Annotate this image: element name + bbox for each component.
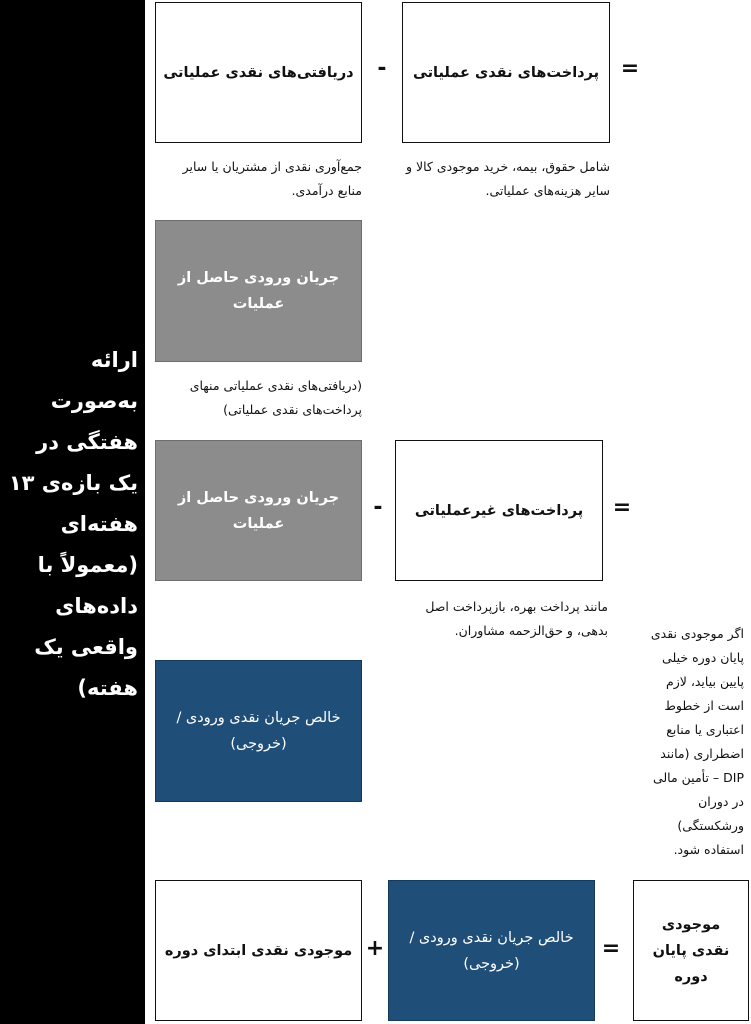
- non-operating-payments-label: پرداخت‌های غیرعملیاتی: [414, 502, 584, 519]
- minus-operator: -: [377, 56, 387, 81]
- operating-cash-payments-box: [402, 2, 610, 143]
- net-cash-flow-box-2: [388, 880, 595, 1021]
- minus-operator-2: -: [373, 495, 383, 520]
- operating-payments-note: شامل حقوق، بیمه، خرید موجودی کالا و سایر هزینه‌های عملیاتی.: [405, 159, 610, 198]
- equals-operator-2: =: [612, 495, 632, 520]
- operating-cash-receipts-label: دریافتی‌های نقدی عملیاتی: [163, 64, 354, 81]
- equals-operator-3: =: [601, 936, 621, 961]
- operating-cash-receipts-box: [155, 2, 362, 143]
- operating-inflow-box: [155, 220, 362, 362]
- net-cash-flow-label-2: خالص جریان نقدی ورودی / (خروجی): [409, 929, 574, 972]
- reporting-frequency-text: ارائه به‌صورت هفتگی در یک بازه‌ی ۱۳ هفته‌ای (معمولاً با داده‌های واقعی یک هفته): [8, 348, 138, 700]
- net-cash-flow-box: [155, 660, 362, 802]
- operating-inflow-box-2: [155, 440, 362, 581]
- liquidity-warning-note: اگر موجودی نقدی پایان دوره خیلی پایین بیاید، لازم است از خطوط اعتباری یا منابع اضطراری (مانند DIP – تأمین مالی در دوران ورشکستگی) استفاده شود.: [650, 626, 744, 857]
- equals-operator: =: [620, 56, 640, 81]
- plus-operator: +: [365, 936, 385, 961]
- operating-cash-payments-label: پرداخت‌های نقدی عملیاتی: [412, 64, 600, 81]
- net-cash-flow-label: خالص جریان نقدی ورودی / (خروجی): [176, 710, 341, 752]
- non-operating-payments-box: [395, 440, 603, 581]
- beginning-cash-balance-label: موجودی نقدی ابتدای دوره: [164, 942, 353, 959]
- non-operating-payments-note: مانند پرداخت بهره، بازپرداخت اصل بدهی، و حق‌الزحمه مشاوران.: [425, 599, 608, 638]
- operating-inflow-label-2: جریان ورودی حاصل از عملیات: [177, 489, 340, 532]
- operating-receipts-note: جمع‌آوری نقدی از مشتریان یا سایر منابع درآمدی.: [182, 159, 362, 198]
- operating-inflow-note: (دریافتی‌های نقدی عملیاتی منهای پرداخت‌های نقدی عملیاتی): [189, 378, 362, 417]
- left-side-panel: [0, 0, 145, 1024]
- ending-cash-balance-box: [633, 880, 749, 1021]
- operating-inflow-label: جریان ورودی حاصل از عملیات: [177, 270, 340, 312]
- ending-cash-balance-label: موجودی نقدی پایان دوره: [652, 916, 730, 985]
- beginning-cash-balance-box: [155, 880, 362, 1021]
